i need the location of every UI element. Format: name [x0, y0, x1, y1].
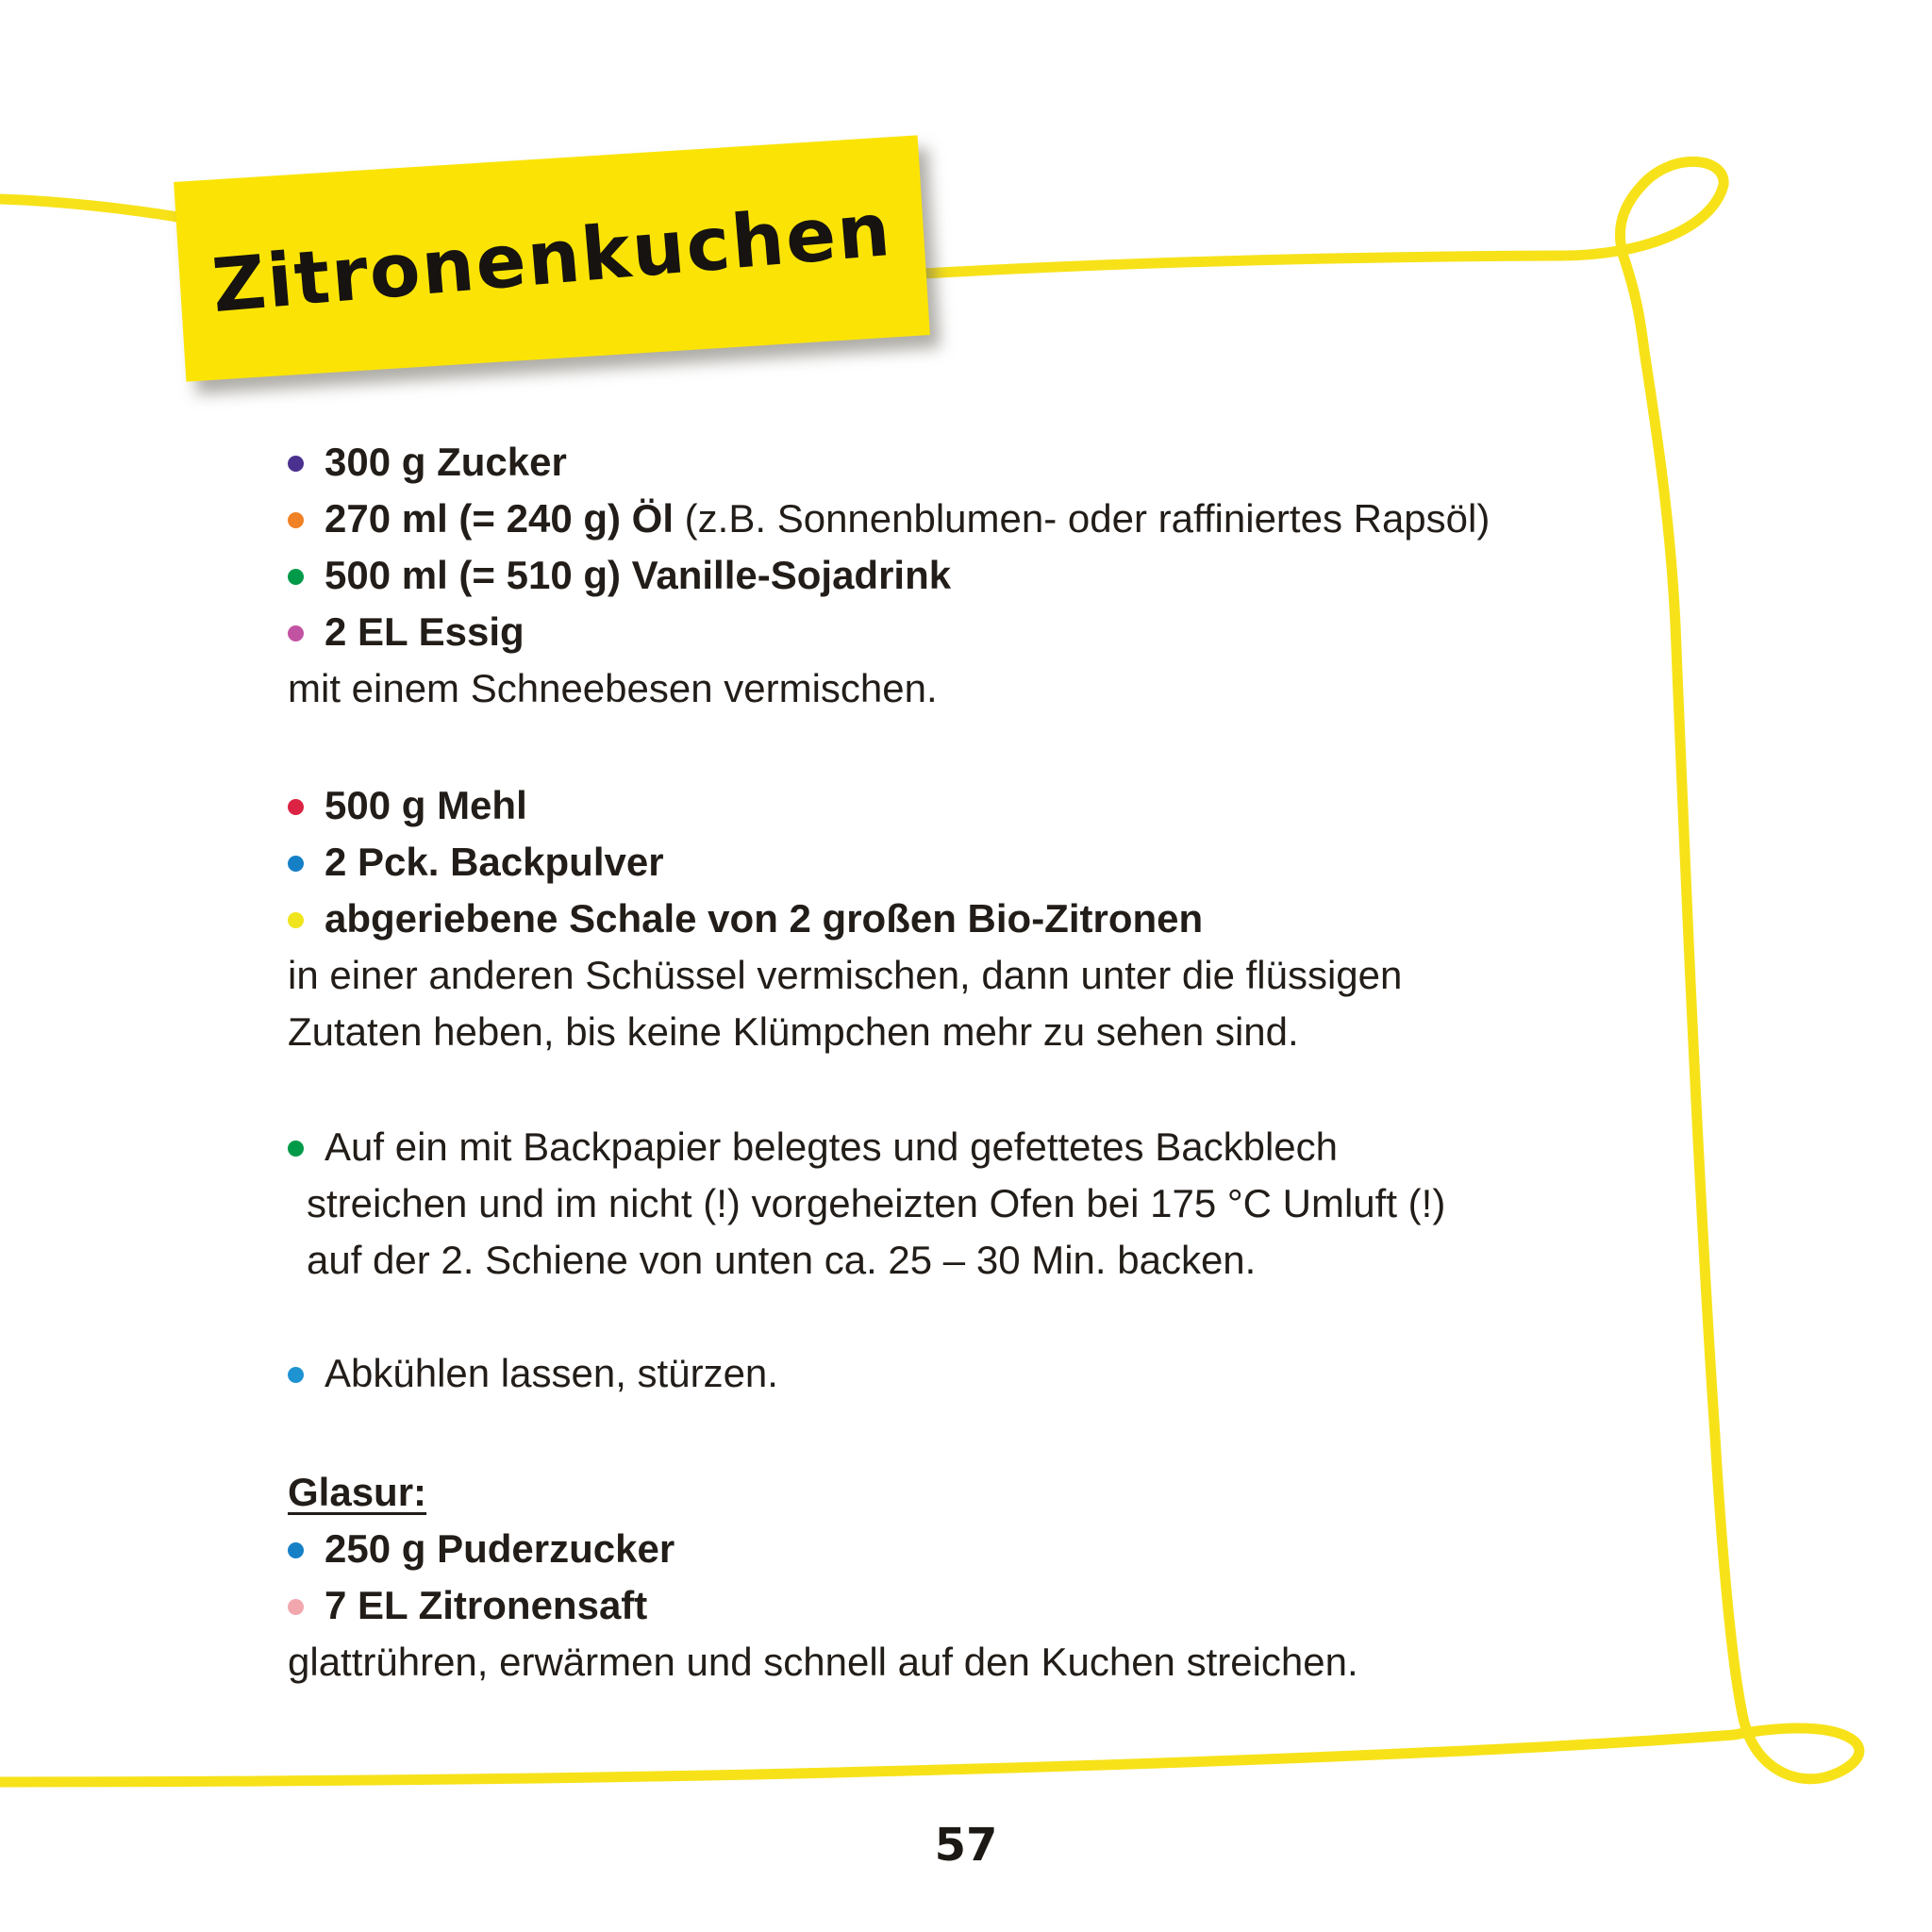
ingredient-amount: 300 g Zucker	[325, 440, 567, 484]
recipe-body	[288, 434, 1491, 1749]
bullet-icon	[288, 799, 304, 815]
ingredient-amount: 500 ml (= 510 g) Vanille-Sojadrink	[325, 553, 952, 597]
cooling-step-group	[288, 1345, 1486, 1402]
glaze-heading: Glasur:	[288, 1470, 427, 1514]
bullet-icon	[288, 625, 304, 641]
ingredient-group-batter-wet	[288, 434, 1491, 717]
ingredient-item	[288, 891, 1486, 947]
ingredient-amount: 270 ml (= 240 g) Öl	[325, 496, 675, 541]
glaze-group	[288, 1464, 1486, 1690]
ingredient-detail: (z.B. Sonnenblumen- oder raffiniertes Rapsöl)	[674, 496, 1491, 541]
bullet-icon	[288, 1141, 304, 1157]
step-item	[288, 1119, 1486, 1289]
instruction-text: glattrühren, erwärmen und schnell auf den Kuchen streichen.	[288, 1640, 1358, 1684]
ingredient-item	[288, 547, 1486, 604]
ingredient-item	[288, 604, 1486, 660]
ingredient-item	[288, 777, 1486, 834]
bullet-icon	[288, 1367, 304, 1383]
ingredient-amount: 250 g Puderzucker	[325, 1526, 675, 1571]
bullet-icon	[288, 456, 304, 472]
bullet-icon	[288, 1542, 304, 1558]
ingredient-amount: 7 EL Zitronensaft	[325, 1583, 648, 1627]
ingredient-item	[288, 834, 1486, 891]
ingredient-item	[288, 491, 1491, 547]
bullet-icon	[288, 512, 304, 528]
page-number: 57	[934, 1819, 998, 1872]
step-item	[288, 1345, 1486, 1402]
step-text: Auf ein mit Backpapier belegtes und gefettetes Backblech streichen und im nicht (!) vorgeheizten Ofen bei 175 °C Umluft (!) auf der 2. Schiene von unten ca. 25 – 30 Min. backen.	[307, 1124, 1446, 1282]
instruction-text: mit einem Schneebesen vermischen.	[288, 666, 938, 710]
bullet-icon	[288, 856, 304, 872]
step-text: Abkühlen lassen, stürzen.	[325, 1351, 778, 1395]
ingredient-amount: 2 EL Essig	[325, 609, 525, 654]
baking-step-group	[288, 1119, 1486, 1289]
ingredient-item	[288, 434, 1486, 491]
instruction-text: in einer anderen Schüssel vermischen, dann unter die flüssigen Zutaten heben, bis keine Klümpchen mehr zu sehen sind.	[288, 953, 1403, 1054]
ingredient-item	[288, 1521, 1486, 1577]
bullet-icon	[288, 569, 304, 585]
ingredient-group-batter-dry	[288, 777, 1486, 1060]
ingredient-amount: abgeriebene Schale von 2 großen Bio-Zitronen	[325, 896, 1204, 941]
ingredient-amount: 500 g Mehl	[325, 783, 527, 827]
frame-top-left-line	[0, 199, 200, 221]
ingredient-amount: 2 Pck. Backpulver	[325, 840, 664, 884]
bullet-icon	[288, 912, 304, 928]
bullet-icon	[288, 1599, 304, 1615]
ingredient-item	[288, 1577, 1486, 1634]
recipe-title: Zitronenkuchen	[208, 187, 895, 330]
